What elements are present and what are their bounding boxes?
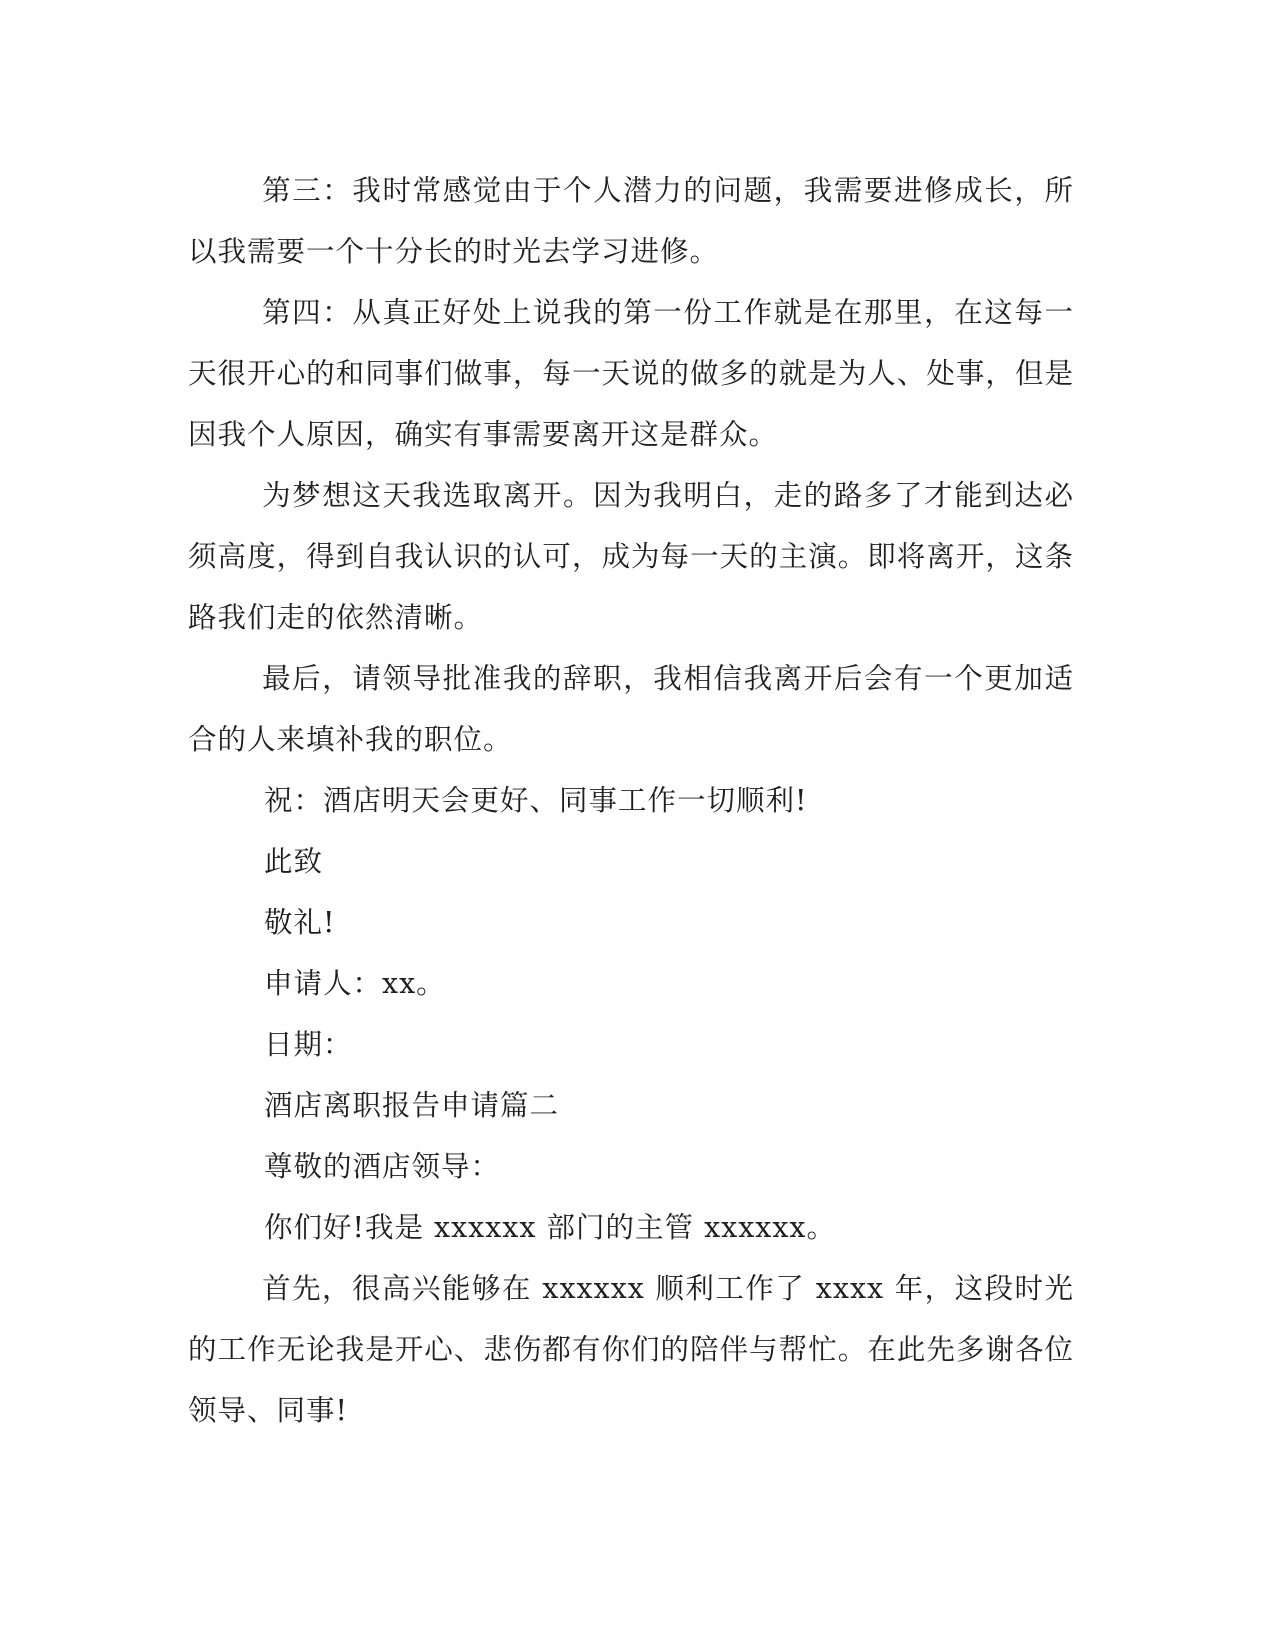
- paragraph-request-approval: 最后，请领导批准我的辞职，我相信我离开后会有一个更加适合的人来填补我的职位。: [188, 662, 1074, 756]
- paragraph-reason-four: 第四：从真正好处上说我的第一份工作就是在那里，在这每一天很开心的和同事们做事，每一天说的做多的就是为人、处事，但是因我个人原因，确实有事需要离开这是群众。: [188, 296, 1074, 451]
- date-line: 日期：: [264, 1028, 353, 1061]
- paragraph-dream: 为梦想这天我选取离开。因为我明白，走的路多了才能到达必须高度，得到自我认识的认可，成为每一天的主演。即将离开，这条路我们走的依然清晰。: [188, 479, 1074, 634]
- closing-wish: 祝：酒店明天会更好、同事工作一切顺利!: [264, 784, 808, 817]
- applicant-line: 申请人：xx。: [264, 967, 446, 1000]
- letter-greeting: 尊敬的酒店领导：: [264, 1150, 501, 1183]
- letter-body-paragraph: 首先，很高兴能够在 xxxxxx 顺利工作了 xxxx 年，这段时光的工作无论我是开心、悲伤都有你们的陪伴与帮忙。在此先多谢各位领导、同事!: [188, 1272, 1075, 1427]
- section-title: 酒店离职报告申请篇二: [264, 1089, 560, 1122]
- document-body: [188, 160, 1074, 1441]
- letter-intro: 你们好!我是 xxxxxx 部门的主管 xxxxxx。: [264, 1211, 837, 1244]
- closing-salutation-1: 此致: [264, 845, 324, 878]
- paragraph-reason-three: 第三：我时常感觉由于个人潜力的问题，我需要进修成长，所以我需要一个十分长的时光去学习进修。: [188, 174, 1074, 268]
- closing-salutation-2: 敬礼!: [264, 906, 336, 939]
